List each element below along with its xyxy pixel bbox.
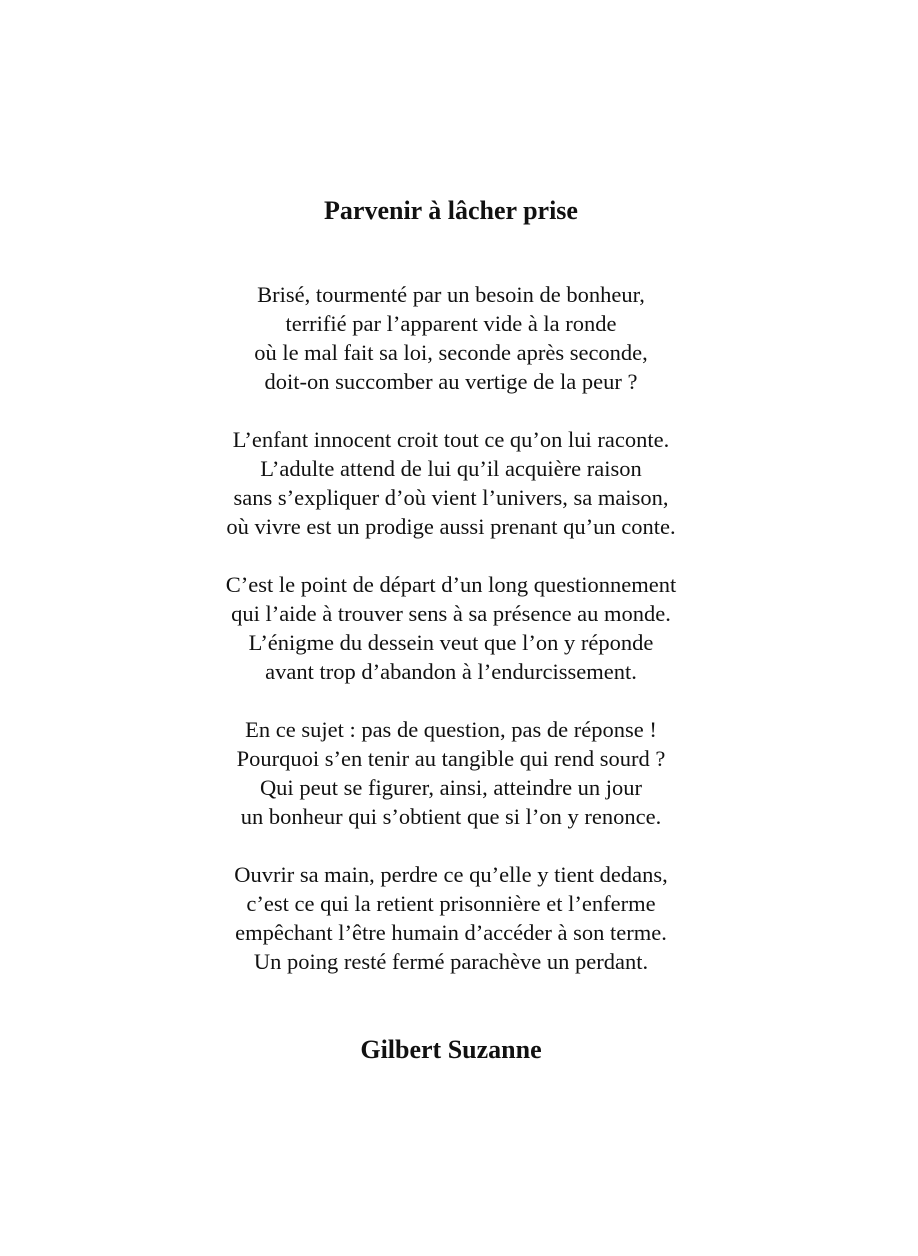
- poem-line: L’adulte attend de lui qu’il acquière raison: [260, 456, 642, 481]
- stanza-5: [0, 860, 902, 976]
- stanza-2: [0, 425, 902, 541]
- stanza-3: [0, 570, 902, 686]
- poem-line: Brisé, tourmenté par un besoin de bonheur,: [257, 282, 645, 307]
- stanza-1: [0, 280, 902, 396]
- poem-body: [0, 280, 902, 1005]
- poem-line: En ce sujet : pas de question, pas de réponse !: [245, 717, 657, 742]
- poem-line: qui l’aide à trouver sens à sa présence au monde.: [231, 601, 671, 626]
- poem-line: où le mal fait sa loi, seconde après seconde,: [254, 340, 648, 365]
- poem-line: sans s’expliquer d’où vient l’univers, sa maison,: [233, 485, 669, 510]
- poem-line: Pourquoi s’en tenir au tangible qui rend sourd ?: [236, 746, 666, 771]
- poem-line: Un poing resté fermé parachève un perdant.: [253, 949, 649, 974]
- stanza-4: [0, 715, 902, 831]
- poem-line: avant trop d’abandon à l’endurcissement.: [265, 659, 637, 684]
- poem-line: un bonheur qui s’obtient que si l’on y renonce.: [240, 804, 662, 829]
- poem-line: Qui peut se figurer, ainsi, atteindre un jour: [259, 775, 643, 800]
- poem-line: empêchant l’être humain d’accéder à son terme.: [235, 920, 667, 945]
- poem-line: c’est ce qui la retient prisonnière et l’enferme: [246, 891, 656, 916]
- poem-line: L’énigme du dessein veut que l’on y réponde: [248, 630, 654, 655]
- poem-title: Parvenir à lâcher prise: [324, 196, 578, 225]
- poem-line: Ouvrir sa main, perdre ce qu’elle y tient dedans,: [234, 862, 668, 887]
- poem-line: C’est le point de départ d’un long questionnement: [225, 572, 677, 597]
- poem-line: L’enfant innocent croit tout ce qu’on lui raconte.: [232, 427, 670, 452]
- poem-line: doit-on succomber au vertige de la peur ?: [264, 369, 638, 394]
- poem-line: où vivre est un prodige aussi prenant qu’un conte.: [226, 514, 676, 539]
- poem-line: terrifié par l’apparent vide à la ronde: [285, 311, 617, 336]
- author-signature: Gilbert Suzanne: [360, 1035, 542, 1064]
